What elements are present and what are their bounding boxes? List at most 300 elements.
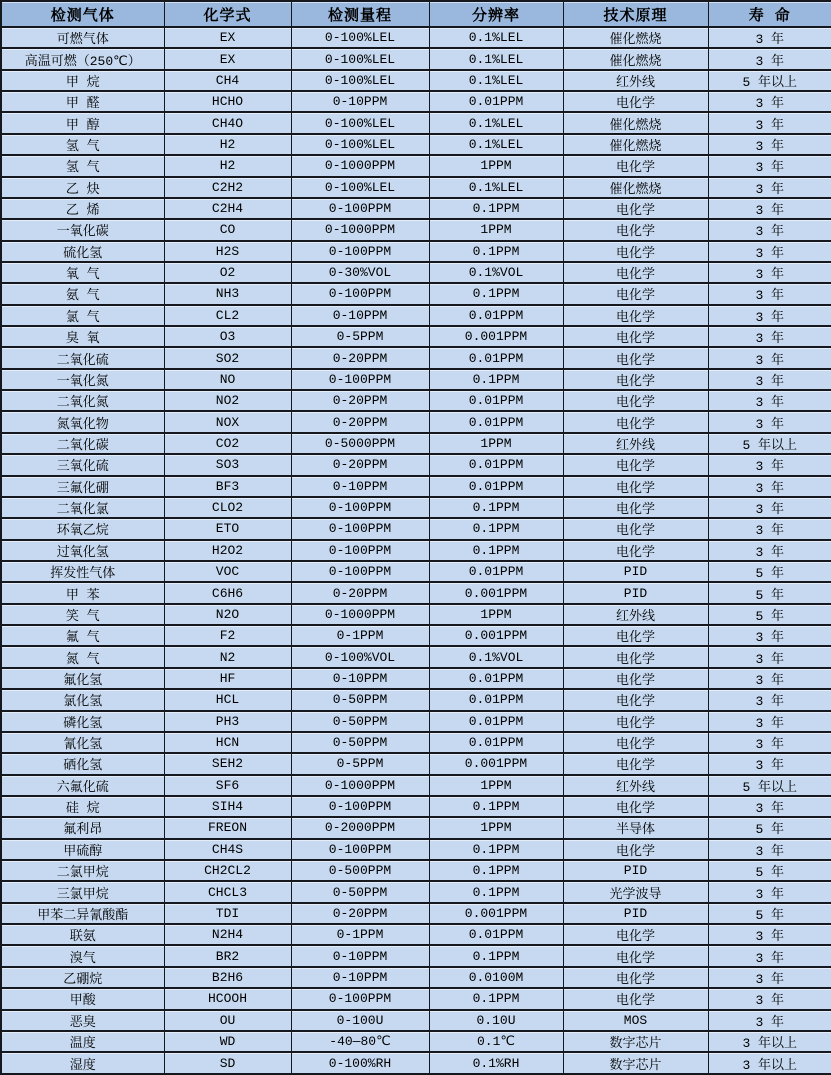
cell-resolution: 0.01PPM — [429, 390, 563, 411]
cell-gas: 三氧化硫 — [1, 454, 164, 475]
cell-lifespan: 3 年 — [708, 112, 831, 133]
cell-lifespan: 3 年 — [708, 646, 831, 667]
cell-formula: SIH4 — [164, 796, 291, 817]
cell-range: 0-1PPM — [291, 924, 429, 945]
cell-principle: PID — [563, 860, 708, 881]
cell-principle: 催化燃烧 — [563, 27, 708, 48]
cell-principle: 电化学 — [563, 476, 708, 497]
cell-lifespan: 3 年 — [708, 711, 831, 732]
cell-range: 0-100U — [291, 1010, 429, 1031]
cell-lifespan: 3 年 — [708, 732, 831, 753]
cell-gas: 硫化氢 — [1, 241, 164, 262]
cell-gas: 恶臭 — [1, 1010, 164, 1031]
cell-lifespan: 3 年 — [708, 1010, 831, 1031]
cell-principle: 电化学 — [563, 988, 708, 1009]
cell-resolution: 0.1PPM — [429, 839, 563, 860]
cell-resolution: 0.1%LEL — [429, 134, 563, 155]
cell-principle: 电化学 — [563, 518, 708, 539]
cell-lifespan: 3 年 — [708, 283, 831, 304]
cell-formula: SF6 — [164, 775, 291, 796]
cell-formula: F2 — [164, 625, 291, 646]
cell-gas: 二氧化硫 — [1, 347, 164, 368]
cell-range: 0-50PPM — [291, 689, 429, 710]
cell-formula: N2H4 — [164, 924, 291, 945]
cell-range: 0-1PPM — [291, 625, 429, 646]
cell-formula: HCN — [164, 732, 291, 753]
table-row — [1, 305, 831, 326]
cell-formula: C2H2 — [164, 177, 291, 198]
cell-principle: 红外线 — [563, 775, 708, 796]
cell-range: 0-50PPM — [291, 732, 429, 753]
cell-principle: PID — [563, 903, 708, 924]
cell-resolution: 0.01PPM — [429, 91, 563, 112]
cell-principle: 电化学 — [563, 369, 708, 390]
cell-resolution: 1PPM — [429, 604, 563, 625]
cell-lifespan: 5 年以上 — [708, 433, 831, 454]
cell-lifespan: 3 年 — [708, 881, 831, 902]
cell-resolution: 0.01PPM — [429, 476, 563, 497]
cell-formula: CO — [164, 219, 291, 240]
cell-gas: 二氧化碳 — [1, 433, 164, 454]
table-row — [1, 112, 831, 133]
cell-principle: 电化学 — [563, 198, 708, 219]
cell-gas: 甲酸 — [1, 988, 164, 1009]
table-row — [1, 326, 831, 347]
cell-resolution: 0.001PPM — [429, 625, 563, 646]
cell-principle: PID — [563, 561, 708, 582]
cell-principle: 电化学 — [563, 540, 708, 561]
cell-principle: 电化学 — [563, 625, 708, 646]
table-row — [1, 1031, 831, 1052]
cell-formula: N2 — [164, 646, 291, 667]
table-row — [1, 369, 831, 390]
cell-range: -40—80℃ — [291, 1031, 429, 1052]
cell-lifespan: 3 年 — [708, 134, 831, 155]
cell-lifespan: 5 年以上 — [708, 70, 831, 91]
cell-resolution: 0.01PPM — [429, 924, 563, 945]
table-row — [1, 262, 831, 283]
cell-resolution: 0.1%LEL — [429, 27, 563, 48]
cell-formula: PH3 — [164, 711, 291, 732]
cell-range: 0-100%LEL — [291, 112, 429, 133]
cell-resolution: 0.1PPM — [429, 945, 563, 966]
cell-principle: 半导体 — [563, 817, 708, 838]
cell-resolution: 0.1PPM — [429, 198, 563, 219]
cell-gas: 联氨 — [1, 924, 164, 945]
cell-range: 0-100%LEL — [291, 27, 429, 48]
cell-resolution: 0.01PPM — [429, 305, 563, 326]
cell-resolution: 0.1PPM — [429, 540, 563, 561]
cell-range: 0-10PPM — [291, 305, 429, 326]
cell-range: 0-100PPM — [291, 198, 429, 219]
cell-range: 0-30%VOL — [291, 262, 429, 283]
cell-formula: WD — [164, 1031, 291, 1052]
table-row — [1, 860, 831, 881]
cell-principle: 电化学 — [563, 347, 708, 368]
cell-lifespan: 3 年 — [708, 155, 831, 176]
cell-gas: 氨 气 — [1, 283, 164, 304]
table-row — [1, 839, 831, 860]
cell-resolution: 0.01PPM — [429, 732, 563, 753]
cell-principle: 电化学 — [563, 924, 708, 945]
cell-formula: H2 — [164, 155, 291, 176]
cell-formula: ETO — [164, 518, 291, 539]
cell-formula: TDI — [164, 903, 291, 924]
cell-resolution: 0.01PPM — [429, 347, 563, 368]
cell-principle: 红外线 — [563, 604, 708, 625]
cell-resolution: 0.1%LEL — [429, 112, 563, 133]
cell-range: 0-100PPM — [291, 497, 429, 518]
cell-lifespan: 5 年 — [708, 860, 831, 881]
cell-gas: 三氟化硼 — [1, 476, 164, 497]
cell-formula: H2O2 — [164, 540, 291, 561]
cell-lifespan: 3 年 — [708, 796, 831, 817]
header-lifespan: 寿 命 — [708, 1, 831, 27]
cell-formula: CHCL3 — [164, 881, 291, 902]
cell-resolution: 0.1PPM — [429, 860, 563, 881]
cell-formula: EX — [164, 48, 291, 69]
cell-gas: 氯化氢 — [1, 689, 164, 710]
cell-range: 0-5PPM — [291, 326, 429, 347]
cell-formula: SO3 — [164, 454, 291, 475]
cell-gas: 二氧化氯 — [1, 497, 164, 518]
cell-gas: 三氯甲烷 — [1, 881, 164, 902]
cell-lifespan: 3 年 — [708, 988, 831, 1009]
table-row — [1, 689, 831, 710]
cell-lifespan: 3 年 — [708, 476, 831, 497]
table-row — [1, 945, 831, 966]
cell-formula: NOX — [164, 411, 291, 432]
table-row — [1, 27, 831, 48]
cell-gas: 硒化氢 — [1, 753, 164, 774]
table-row — [1, 48, 831, 69]
table-row — [1, 817, 831, 838]
cell-range: 0-20PPM — [291, 582, 429, 603]
cell-principle: 催化燃烧 — [563, 48, 708, 69]
cell-gas: 氟 气 — [1, 625, 164, 646]
cell-range: 0-2000PPM — [291, 817, 429, 838]
cell-principle: 数字芯片 — [563, 1052, 708, 1074]
cell-lifespan: 3 年 — [708, 753, 831, 774]
cell-formula: OU — [164, 1010, 291, 1031]
cell-resolution: 0.1PPM — [429, 369, 563, 390]
cell-formula: SD — [164, 1052, 291, 1074]
cell-gas: 氢 气 — [1, 155, 164, 176]
cell-formula: BR2 — [164, 945, 291, 966]
cell-resolution: 1PPM — [429, 433, 563, 454]
cell-gas: 溴气 — [1, 945, 164, 966]
cell-principle: 电化学 — [563, 711, 708, 732]
cell-formula: CL2 — [164, 305, 291, 326]
cell-principle: 催化燃烧 — [563, 177, 708, 198]
cell-resolution: 0.1%RH — [429, 1052, 563, 1074]
cell-gas: 氮 气 — [1, 646, 164, 667]
cell-resolution: 0.001PPM — [429, 753, 563, 774]
cell-resolution: 0.1PPM — [429, 988, 563, 1009]
cell-resolution: 0.1PPM — [429, 796, 563, 817]
cell-principle: 催化燃烧 — [563, 112, 708, 133]
cell-range: 0-10PPM — [291, 91, 429, 112]
cell-range: 0-5000PPM — [291, 433, 429, 454]
cell-lifespan: 3 年 — [708, 241, 831, 262]
cell-range: 0-100PPM — [291, 561, 429, 582]
table-row — [1, 924, 831, 945]
cell-principle: 红外线 — [563, 70, 708, 91]
cell-principle: 数字芯片 — [563, 1031, 708, 1052]
cell-resolution: 0.01PPM — [429, 561, 563, 582]
table-header-row — [1, 1, 831, 27]
cell-resolution: 0.001PPM — [429, 326, 563, 347]
cell-principle: MOS — [563, 1010, 708, 1031]
cell-gas: 甲 苯 — [1, 582, 164, 603]
cell-formula: NO — [164, 369, 291, 390]
table-row — [1, 753, 831, 774]
cell-resolution: 1PPM — [429, 219, 563, 240]
cell-resolution: 0.001PPM — [429, 582, 563, 603]
cell-lifespan: 3 年 — [708, 967, 831, 988]
cell-range: 0-10PPM — [291, 668, 429, 689]
table-row — [1, 241, 831, 262]
cell-resolution: 0.1%VOL — [429, 646, 563, 667]
cell-range: 0-20PPM — [291, 347, 429, 368]
cell-range: 0-100PPM — [291, 796, 429, 817]
cell-gas: 甲 醇 — [1, 112, 164, 133]
cell-formula: HCHO — [164, 91, 291, 112]
cell-principle: 电化学 — [563, 967, 708, 988]
cell-resolution: 0.1PPM — [429, 518, 563, 539]
cell-resolution: 0.1℃ — [429, 1031, 563, 1052]
cell-range: 0-100PPM — [291, 839, 429, 860]
cell-formula: C2H4 — [164, 198, 291, 219]
cell-resolution: 0.01PPM — [429, 411, 563, 432]
cell-lifespan: 3 年 — [708, 347, 831, 368]
cell-lifespan: 3 年 — [708, 369, 831, 390]
cell-range: 0-50PPM — [291, 711, 429, 732]
cell-principle: 电化学 — [563, 241, 708, 262]
table-row — [1, 561, 831, 582]
cell-range: 0-100%VOL — [291, 646, 429, 667]
table-row — [1, 967, 831, 988]
cell-gas: 挥发性气体 — [1, 561, 164, 582]
cell-resolution: 1PPM — [429, 775, 563, 796]
header-principle: 技术原理 — [563, 1, 708, 27]
cell-formula: HCL — [164, 689, 291, 710]
table-row — [1, 497, 831, 518]
cell-principle: 催化燃烧 — [563, 134, 708, 155]
cell-resolution: 0.001PPM — [429, 903, 563, 924]
cell-formula: HF — [164, 668, 291, 689]
cell-gas: 氰化氢 — [1, 732, 164, 753]
cell-gas: 甲硫醇 — [1, 839, 164, 860]
cell-formula: CH4S — [164, 839, 291, 860]
cell-gas: 笑 气 — [1, 604, 164, 625]
cell-resolution: 0.1%LEL — [429, 70, 563, 91]
cell-resolution: 0.01PPM — [429, 454, 563, 475]
cell-lifespan: 3 年以上 — [708, 1052, 831, 1074]
table-row — [1, 646, 831, 667]
table-row — [1, 219, 831, 240]
table-row — [1, 540, 831, 561]
table-body — [1, 27, 831, 1074]
cell-resolution: 0.1%VOL — [429, 262, 563, 283]
table-row — [1, 347, 831, 368]
cell-gas: 臭 氧 — [1, 326, 164, 347]
cell-principle: 电化学 — [563, 689, 708, 710]
cell-formula: CH4 — [164, 70, 291, 91]
cell-gas: 甲 烷 — [1, 70, 164, 91]
header-gas: 检测气体 — [1, 1, 164, 27]
cell-resolution: 0.1%LEL — [429, 177, 563, 198]
table-row — [1, 476, 831, 497]
cell-formula: HCOOH — [164, 988, 291, 1009]
cell-formula: FREON — [164, 817, 291, 838]
cell-gas: 温度 — [1, 1031, 164, 1052]
cell-range: 0-100PPM — [291, 518, 429, 539]
cell-gas: 环氧乙烷 — [1, 518, 164, 539]
cell-formula: SEH2 — [164, 753, 291, 774]
cell-formula: VOC — [164, 561, 291, 582]
table-row — [1, 711, 831, 732]
cell-range: 0-100PPM — [291, 283, 429, 304]
header-resolution: 分辨率 — [429, 1, 563, 27]
table-row — [1, 390, 831, 411]
table-row — [1, 283, 831, 304]
cell-gas: 乙 烯 — [1, 198, 164, 219]
cell-principle: 电化学 — [563, 283, 708, 304]
cell-range: 0-100%LEL — [291, 177, 429, 198]
cell-range: 0-20PPM — [291, 903, 429, 924]
table-row — [1, 134, 831, 155]
table-row — [1, 988, 831, 1009]
cell-resolution: 0.10U — [429, 1010, 563, 1031]
cell-principle: 电化学 — [563, 753, 708, 774]
cell-range: 0-500PPM — [291, 860, 429, 881]
cell-resolution: 0.1PPM — [429, 881, 563, 902]
cell-gas: 甲 醛 — [1, 91, 164, 112]
table-row — [1, 732, 831, 753]
table-row — [1, 454, 831, 475]
table-row — [1, 903, 831, 924]
cell-range: 0-20PPM — [291, 390, 429, 411]
cell-range: 0-100%LEL — [291, 70, 429, 91]
cell-principle: 电化学 — [563, 305, 708, 326]
cell-principle: 电化学 — [563, 668, 708, 689]
cell-resolution: 0.1PPM — [429, 497, 563, 518]
table-row — [1, 411, 831, 432]
cell-lifespan: 3 年 — [708, 924, 831, 945]
cell-range: 0-100%LEL — [291, 134, 429, 155]
cell-formula: H2S — [164, 241, 291, 262]
cell-range: 0-100PPM — [291, 540, 429, 561]
header-range: 检测量程 — [291, 1, 429, 27]
cell-gas: 可燃气体 — [1, 27, 164, 48]
cell-range: 0-100PPM — [291, 988, 429, 1009]
cell-formula: CH4O — [164, 112, 291, 133]
cell-formula: C6H6 — [164, 582, 291, 603]
cell-lifespan: 3 年 — [708, 839, 831, 860]
cell-principle: 光学波导 — [563, 881, 708, 902]
cell-range: 0-20PPM — [291, 411, 429, 432]
header-formula: 化学式 — [164, 1, 291, 27]
cell-resolution: 1PPM — [429, 155, 563, 176]
cell-formula: NO2 — [164, 390, 291, 411]
cell-principle: 电化学 — [563, 454, 708, 475]
cell-principle: 电化学 — [563, 497, 708, 518]
cell-resolution: 1PPM — [429, 817, 563, 838]
cell-resolution: 0.01PPM — [429, 689, 563, 710]
cell-gas: 硅 烷 — [1, 796, 164, 817]
cell-principle: 电化学 — [563, 945, 708, 966]
cell-formula: N2O — [164, 604, 291, 625]
cell-lifespan: 3 年 — [708, 411, 831, 432]
cell-principle: 电化学 — [563, 155, 708, 176]
cell-gas: 一氧化氮 — [1, 369, 164, 390]
cell-gas: 氮氧化物 — [1, 411, 164, 432]
cell-gas: 氟利昂 — [1, 817, 164, 838]
cell-gas: 六氟化硫 — [1, 775, 164, 796]
cell-lifespan: 5 年 — [708, 903, 831, 924]
cell-lifespan: 3 年 — [708, 625, 831, 646]
cell-range: 0-1000PPM — [291, 775, 429, 796]
cell-range: 0-1000PPM — [291, 219, 429, 240]
cell-principle: PID — [563, 582, 708, 603]
cell-principle: 红外线 — [563, 433, 708, 454]
cell-principle: 电化学 — [563, 796, 708, 817]
cell-resolution: 0.1PPM — [429, 241, 563, 262]
cell-formula: EX — [164, 27, 291, 48]
cell-gas: 过氧化氢 — [1, 540, 164, 561]
cell-gas: 氧 气 — [1, 262, 164, 283]
cell-lifespan: 5 年 — [708, 817, 831, 838]
cell-gas: 氟化氢 — [1, 668, 164, 689]
cell-lifespan: 3 年 — [708, 91, 831, 112]
cell-resolution: 0.01PPM — [429, 711, 563, 732]
cell-gas: 乙 炔 — [1, 177, 164, 198]
cell-lifespan: 3 年 — [708, 540, 831, 561]
cell-gas: 磷化氢 — [1, 711, 164, 732]
cell-formula: B2H6 — [164, 967, 291, 988]
cell-lifespan: 3 年 — [708, 177, 831, 198]
cell-principle: 电化学 — [563, 91, 708, 112]
cell-gas: 湿度 — [1, 1052, 164, 1074]
cell-formula: SO2 — [164, 347, 291, 368]
cell-range: 0-10PPM — [291, 967, 429, 988]
table-row — [1, 1010, 831, 1031]
cell-range: 0-5PPM — [291, 753, 429, 774]
table-row — [1, 625, 831, 646]
cell-range: 0-10PPM — [291, 945, 429, 966]
cell-lifespan: 3 年以上 — [708, 1031, 831, 1052]
table-row — [1, 70, 831, 91]
cell-lifespan: 5 年 — [708, 604, 831, 625]
cell-gas: 一氧化碳 — [1, 219, 164, 240]
cell-lifespan: 5 年以上 — [708, 775, 831, 796]
cell-lifespan: 3 年 — [708, 219, 831, 240]
table-row — [1, 668, 831, 689]
cell-lifespan: 3 年 — [708, 518, 831, 539]
cell-formula: O3 — [164, 326, 291, 347]
table-row — [1, 796, 831, 817]
cell-range: 0-100%LEL — [291, 48, 429, 69]
cell-lifespan: 3 年 — [708, 326, 831, 347]
table-row — [1, 582, 831, 603]
cell-resolution: 0.1PPM — [429, 283, 563, 304]
cell-formula: CO2 — [164, 433, 291, 454]
cell-formula: H2 — [164, 134, 291, 155]
cell-formula: CH2CL2 — [164, 860, 291, 881]
cell-gas: 氢 气 — [1, 134, 164, 155]
cell-lifespan: 5 年 — [708, 561, 831, 582]
